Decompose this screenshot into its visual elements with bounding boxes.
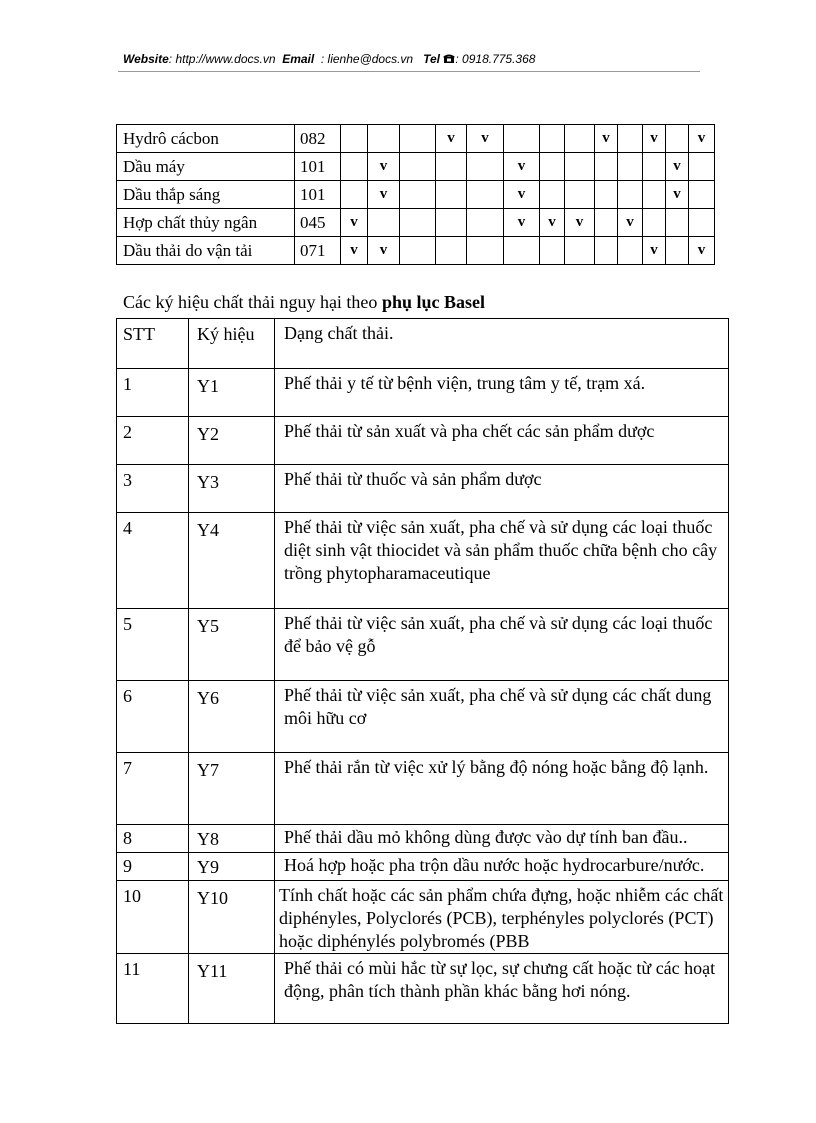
check-mark: v [689,237,715,265]
table-row [117,465,729,513]
empty-cell [400,237,436,265]
caption-text: Các ký hiệu chất thải nguy hại theo [123,292,382,312]
phone-icon [443,53,455,64]
website-value: : http://www.docs.vn [168,52,276,66]
empty-cell [689,153,715,181]
row-number: 1 [117,369,189,417]
row-number: 8 [117,825,189,853]
waste-code: 101 [295,181,341,209]
empty-cell [467,237,504,265]
matrix-row [117,181,715,209]
matrix-row [117,153,715,181]
empty-cell [368,209,400,237]
table-row [117,513,729,609]
table-row [117,753,729,825]
empty-cell [595,237,618,265]
row-number: 7 [117,753,189,825]
page-header [123,52,535,66]
check-mark: v [540,209,565,237]
waste-code: 101 [295,153,341,181]
empty-cell [400,125,436,153]
empty-cell [504,125,540,153]
caption-bold: phụ lục Basel [381,292,485,312]
empty-cell [467,153,504,181]
row-description: Phế thải từ thuốc và sản phẩm dược [275,465,729,513]
empty-cell [565,237,595,265]
check-mark: v [643,237,666,265]
waste-name: Dầu máy [117,153,295,181]
waste-code: 082 [295,125,341,153]
empty-cell [689,181,715,209]
table-row [117,417,729,465]
row-description: Phế thải từ sản xuất và pha chết các sản phẩm dược [275,417,729,465]
empty-cell [565,125,595,153]
empty-cell [595,153,618,181]
empty-cell [436,237,467,265]
empty-cell [540,237,565,265]
row-number: 6 [117,681,189,753]
empty-cell [436,209,467,237]
row-description: Phế thải từ việc sản xuất, pha chế và sử dụng các chất dung môi hữu cơ [275,681,729,753]
check-mark: v [341,209,368,237]
waste-name: Dầu thắp sáng [117,181,295,209]
row-symbol: Y2 [189,417,275,465]
check-mark: v [643,125,666,153]
check-mark: v [504,209,540,237]
row-symbol: Y7 [189,753,275,825]
email-label: Email [282,52,315,66]
check-mark: v [368,153,400,181]
empty-cell [341,181,368,209]
check-mark: v [689,125,715,153]
row-description: Phế thải có mùi hắc từ sự lọc, sự chưng cất hoặc từ các hoạt động, phân tích thành phần khác bằng hơi nóng. [275,954,729,1024]
check-mark: v [504,181,540,209]
empty-cell [565,181,595,209]
empty-cell [666,209,689,237]
empty-cell [618,181,643,209]
empty-cell [666,125,689,153]
row-number: 3 [117,465,189,513]
check-mark: v [368,181,400,209]
empty-cell [540,153,565,181]
waste-code: 071 [295,237,341,265]
website-label: Website [123,52,169,66]
row-description: Phế thải từ việc sản xuất, pha chế và sử dụng các loại thuốc diệt sinh vật thiocidet và sản phẩm thuốc chữa bệnh cho cây trồng phytopharamaceutique [275,513,729,609]
table-row [117,853,729,881]
row-description: Phế thải dầu mỏ không dùng được vào dự tính ban đầu.. [275,825,729,853]
empty-cell [618,125,643,153]
check-mark: v [666,181,689,209]
row-symbol: Y4 [189,513,275,609]
header-rule [118,71,700,72]
row-number: 4 [117,513,189,609]
header-description: Dạng chất thải. [275,319,729,369]
empty-cell [467,181,504,209]
row-number: 11 [117,954,189,1024]
empty-cell [400,153,436,181]
empty-cell [565,153,595,181]
empty-cell [436,153,467,181]
check-mark: v [666,153,689,181]
basel-symbols-table [116,318,729,1024]
check-mark: v [341,237,368,265]
waste-name: Hydrô cácbon [117,125,295,153]
row-description: Hoá hợp hoặc pha trộn dầu nước hoặc hydrocarbure/nước. [275,853,729,881]
empty-cell [643,181,666,209]
table-row [117,369,729,417]
check-mark: v [618,209,643,237]
empty-cell [504,237,540,265]
tel-label: Tel [423,52,441,66]
row-symbol: Y10 [189,881,275,954]
table-row [117,881,729,954]
matrix-row [117,125,715,153]
row-symbol: Y3 [189,465,275,513]
row-symbol: Y5 [189,609,275,681]
check-mark: v [467,125,504,153]
table-row [117,825,729,853]
row-description: Phế thải từ việc sản xuất, pha chế và sử dụng các loại thuốc để bảo vệ gỗ [275,609,729,681]
row-description: Tính chất hoặc các sản phẩm chứa đựng, hoặc nhiễm các chất diphényles, Polyclorés (PCB), terphényles polyclorés (PCT) hoặc diphénylés polybromés (PBB [275,881,729,954]
empty-cell [341,153,368,181]
row-description: Phế thải y tế từ bệnh viện, trung tâm y tế, trạm xá. [275,369,729,417]
row-symbol: Y8 [189,825,275,853]
row-symbol: Y11 [189,954,275,1024]
empty-cell [595,181,618,209]
row-number: 9 [117,853,189,881]
empty-cell [595,209,618,237]
row-symbol: Y9 [189,853,275,881]
empty-cell [436,181,467,209]
row-number: 5 [117,609,189,681]
empty-cell [618,153,643,181]
row-symbol: Y1 [189,369,275,417]
empty-cell [400,181,436,209]
basel-caption [123,292,485,313]
check-mark: v [565,209,595,237]
empty-cell [666,237,689,265]
empty-cell [643,153,666,181]
waste-name: Hợp chất thủy ngân [117,209,295,237]
check-mark: v [504,153,540,181]
check-mark: v [436,125,467,153]
email-value: : lienhe@docs.vn [320,52,414,66]
row-number: 2 [117,417,189,465]
header-stt: STT [117,319,189,369]
empty-cell [540,181,565,209]
table-row [117,954,729,1024]
waste-property-matrix [116,124,715,265]
row-symbol: Y6 [189,681,275,753]
check-mark: v [595,125,618,153]
basel-header-row [117,319,729,369]
empty-cell [540,125,565,153]
table-row [117,609,729,681]
tel-value: : 0918.775.368 [455,52,536,66]
empty-cell [368,125,400,153]
matrix-row [117,209,715,237]
matrix-row [117,237,715,265]
table-row [117,681,729,753]
waste-name: Dầu thải do vận tải [117,237,295,265]
empty-cell [618,237,643,265]
empty-cell [467,209,504,237]
row-number: 10 [117,881,189,954]
empty-cell [400,209,436,237]
header-symbol: Ký hiệu [189,319,275,369]
waste-code: 045 [295,209,341,237]
row-description: Phế thải rắn từ việc xử lý bằng độ nóng hoặc bằng độ lạnh. [275,753,729,825]
check-mark: v [368,237,400,265]
empty-cell [341,125,368,153]
empty-cell [689,209,715,237]
empty-cell [643,209,666,237]
